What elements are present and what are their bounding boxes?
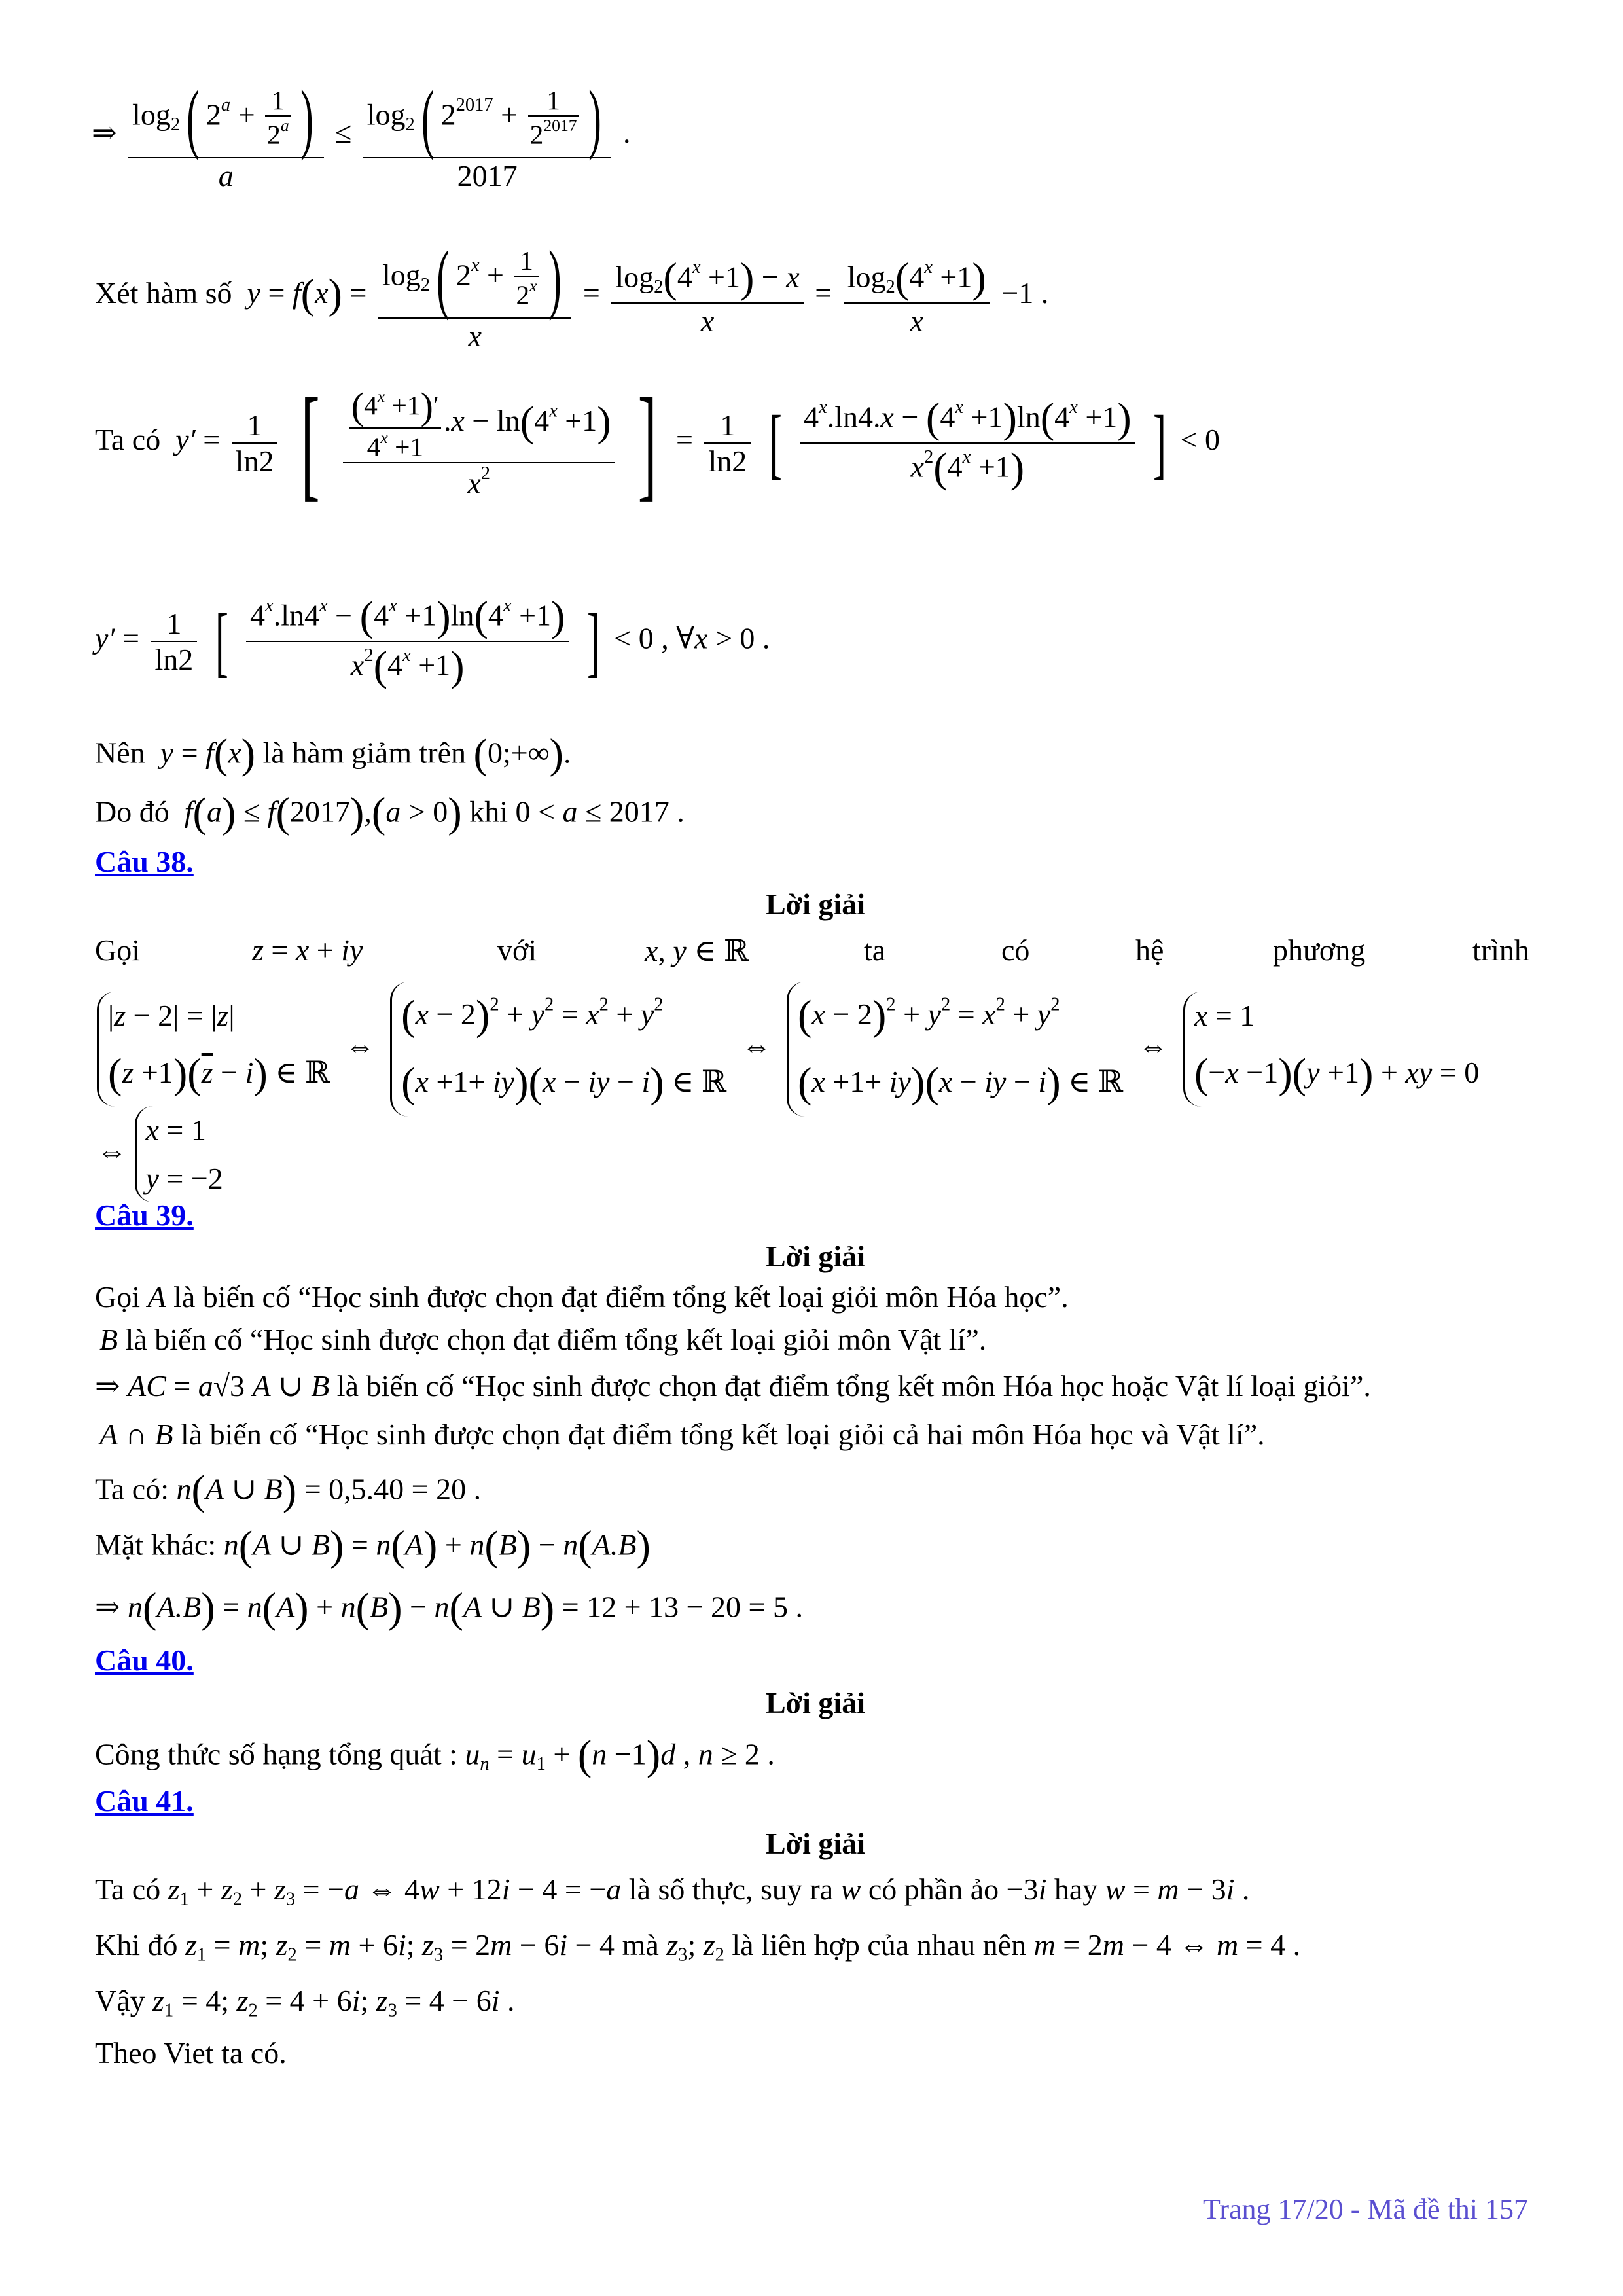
dodo-line: Do đó f(a) ≤ f(2017),(a > 0) khi 0 < a ≤ 2017 . xyxy=(95,789,685,836)
cau-40-line-1: Công thức số hạng tổng quát : $u_n = u_1 + (n -1)d$ , n ≥ 2 . xyxy=(95,1732,775,1778)
cau-41-line-1: Ta có $z_1 + z_2 + z_3 = -a$ ⇔ 4w + 12i − 4 = −a là số thực, suy ra w có phần ảo −3i hay w = m − 3i . xyxy=(95,1873,1250,1910)
page-footer: Trang 17/20 - Mã đề thi 157 xyxy=(1203,2193,1529,2225)
function-definition: Xét hàm số y = f(x) = $\log_2$( $2^x$ + $\frac{1}{2^x}$ ) x = $\frac{\log_2(4^x +1) - x}{x}$ = $\frac{\log_2(4^x +1)}{x}$ −1 . xyxy=(95,234,1049,353)
cau-39-line-4: A ∩ B là biến cố “Học sinh được chọn đạt điểm tổng kết loại giỏi cả hai môn Hóa học và Vật lí”. xyxy=(99,1418,1265,1451)
xet-label: Xét hàm số xyxy=(95,276,232,310)
cau-38-line-1: Gọi z = x + iy với x, y ∈ ℝ ta có hệ phương trình xyxy=(95,933,1529,967)
cau-38-loigiai: Lời giải xyxy=(766,888,865,921)
cau-38-system: |z − 2| = |z| $(z +1)(\overline{z} - i)$ ∈ ℝ ⇔ $(x - 2)^2 + y^2 = x^2 + y^2$ (x +1+ iy)(x − iy − i) ∈ ℝ ⇔ $(x - 2)^2 + y^2 = x^2 + y^2$ (x +1+ iy)(x − iy − i) ∈ ℝ ⇔ x = 1 (−x −1)(y +1) + xy = 0 xyxy=(97,982,1479,1117)
nen-label: Nên xyxy=(95,736,145,770)
cau-40-loigiai: Lời giải xyxy=(766,1686,865,1719)
cau-39-line-6: Mặt khác: n(A ∪ B) = n(A) + n(B) − n(A.B) xyxy=(95,1522,651,1569)
cau-38-title[interactable]: Câu 38. xyxy=(95,845,194,878)
derivative-line-2: y′ = $\frac{1}{\ln 2}$ [ $\frac{4^x.\ln 4^x - (4^x +1)\ln(4^x +1)}{x^2(4^x +1)}$ ] < 0 , ∀x > 0 . xyxy=(95,593,770,689)
nen-mid: là hàm giảm trên xyxy=(262,736,467,770)
derivative-line-1: Ta có y′ = $\frac{1}{\ln 2}$ [ $\frac{(4^x +1)'}{4^x +1}$ $.x - \ln(4^x +1)$ $x^2$ ] = $\frac{1}{\ln 2}$ [ $\frac{4^x.\ln 4.x - (4^x +1)\ln(4^x +1)}{x^2(4^x +1)}$ ] < 0 xyxy=(95,372,1221,512)
cau-41-line-4: Theo Viet ta có. xyxy=(95,2036,287,2070)
dodo-label: Do đó xyxy=(95,795,169,829)
cau-39-line-1: Gọi A là biến cố “Học sinh được chọn đạt điểm tổng kết loại giỏi môn Hóa học”. xyxy=(95,1280,1069,1314)
cau-41-line-2: Khi đó $z_1 = m$; $z_2 = m + 6i$; $z_3 = 2m - 6i - 4$ mà $z_3$; $z_2$ là liên hợp của nhau nên m = 2m − 4 ⇔ m = 4 . xyxy=(95,1928,1301,1965)
taco-label: Ta có xyxy=(95,423,161,457)
cau-39-line-2: B là biến cố “Học sinh được chọn đạt điểm tổng kết loại giỏi môn Vật lí”. xyxy=(99,1323,987,1356)
cau-39-line-5: Ta có: n(A ∪ B) = 0,5.40 = 20 . xyxy=(95,1467,482,1513)
cau-40-title[interactable]: Câu 40. xyxy=(95,1643,194,1677)
cau-41-loigiai: Lời giải xyxy=(766,1827,865,1860)
khi-label: khi xyxy=(469,795,508,829)
inequality-line: ⇒ $\log_2$( $2^a$ + $\frac{1}{2^a}$ ) a ≤ $\log_2$( $2^{2017}$ + $\frac{1}{2^{2017}}$ ) 2017 . xyxy=(92,74,631,192)
cau-38-result: ⇔ x = 1 y = −2 xyxy=(97,1106,223,1202)
conclusion-line: Nên y = f(x) là hàm giảm trên (0;+∞). xyxy=(95,730,571,777)
cau-41-line-3: Vậy $z_1 = 4$; $z_2 = 4 + 6i$; $z_3 = 4 - 6i$ . xyxy=(95,1984,515,2021)
cau-39-line-7: ⇒ n(A.B) = n(A) + n(B) − n(A ∪ B) = 12 + 13 − 20 = 5 . xyxy=(95,1585,803,1631)
cau-39-loigiai: Lời giải xyxy=(766,1240,865,1273)
cau-39-title[interactable]: Câu 39. xyxy=(95,1198,194,1232)
cau-41-title[interactable]: Câu 41. xyxy=(95,1784,194,1818)
cau-39-line-3: ⇒ AC = a√3 A ∪ B là biến cố “Học sinh được chọn đạt điểm tổng kết môn Hóa học hoặc Vật lí loại giỏi”. xyxy=(95,1369,1371,1403)
